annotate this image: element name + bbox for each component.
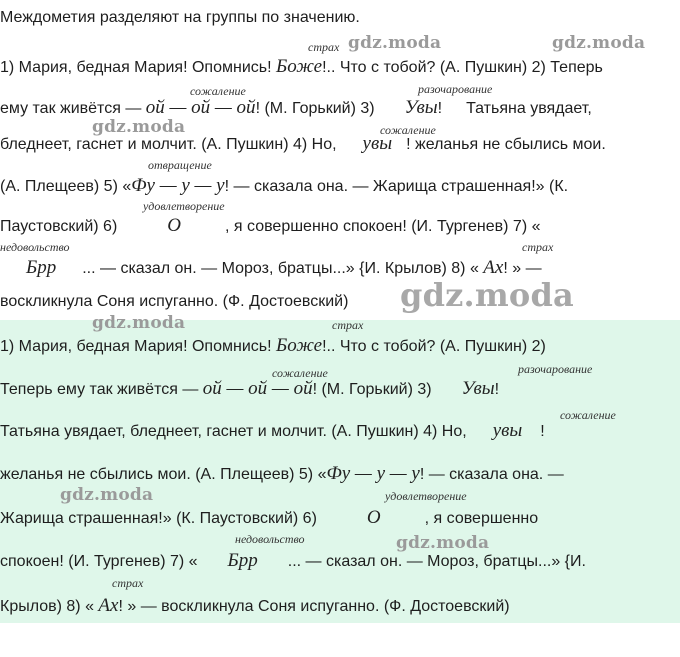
text-line: 1) Мария, бедная Мария! Опомнись! Боже!.. Что с тобой? (А. Пушкин) 2) Теперь bbox=[0, 56, 603, 77]
watermark: gdz.moda bbox=[92, 117, 186, 137]
annotation-pity: сожаление bbox=[560, 408, 616, 422]
text-line: Паустовский) 6) О , я совершенно спокоен! (И. Тургенев) 7) « bbox=[0, 215, 541, 236]
text-line: Крылов) 8) « Ах! » — воскликнула Соня испуганно. (Ф. Достоевский) bbox=[0, 595, 510, 616]
interjection: Увы bbox=[461, 378, 495, 399]
text-line: Жарища страшенная!» (К. Паустовский) 6) О , я совершенно bbox=[0, 507, 539, 528]
text-line: ему так живётся — ой — ой — ой! (М. Горький) 3) Увы! Татьяна увядает, bbox=[0, 97, 592, 118]
annotation-disgust: отвращение bbox=[148, 158, 212, 172]
text-line: Татьяна увядает, бледнеет, гаснет и молчит. (А. Пушкин) 4) Но, увы ! bbox=[0, 420, 545, 441]
annotation-disappointment: разочарование bbox=[418, 82, 493, 96]
task-title: Междометия разделяют на группы по значению. bbox=[0, 9, 360, 26]
annotation-displeasure: недовольство bbox=[0, 240, 70, 254]
text-line: 1) Мария, бедная Мария! Опомнись! Боже!.. Что с тобой? (А. Пушкин) 2) bbox=[0, 335, 546, 356]
interjection: Фу — у — у bbox=[326, 463, 420, 484]
interjection: ой — ой — ой bbox=[145, 97, 256, 118]
interjection: увы bbox=[362, 133, 393, 154]
annotation-satisfaction: удовлетворение bbox=[143, 199, 225, 213]
text-line: (А. Плещеев) 5) «Фу — у — у! — сказала она. — Жарища страшенная!» (К. bbox=[0, 175, 569, 196]
interjection: Ах bbox=[483, 257, 504, 278]
annotation-fear: страх bbox=[522, 240, 554, 254]
text-line: спокоен! (И. Тургенев) 7) « Брр ... — сказал он. — Мороз, братцы...» {И. bbox=[0, 550, 586, 571]
interjection: увы bbox=[492, 420, 523, 441]
interjection: Брр bbox=[227, 550, 258, 571]
annotation-pity: сожаление bbox=[190, 84, 246, 98]
interjection: Боже bbox=[275, 56, 323, 77]
annotation-fear: страх bbox=[308, 40, 340, 54]
interjection: ой — ой — ой bbox=[202, 378, 313, 399]
text-line: Брр ... — сказал он. — Мороз, братцы...» {И. Крылов) 8) « Ах! » — bbox=[26, 257, 542, 278]
watermark: gdz.moda bbox=[348, 33, 442, 53]
interjection: Увы bbox=[404, 97, 438, 118]
watermark: gdz.moda bbox=[92, 313, 186, 333]
interjection: О bbox=[366, 507, 381, 528]
annotation-disappointment: разочарование bbox=[518, 362, 593, 376]
annotation-fear: страх bbox=[112, 576, 144, 590]
text-line: Теперь ему так живётся — ой — ой — ой! (М. Горький) 3) Увы! bbox=[0, 378, 500, 399]
annotation-pity: сожаление bbox=[380, 123, 436, 137]
annotation-displeasure: недовольство bbox=[235, 532, 305, 546]
annotation-pity: сожаление bbox=[272, 366, 328, 380]
interjection: О bbox=[167, 215, 182, 236]
interjection: Ах bbox=[98, 595, 119, 616]
watermark: gdz.moda bbox=[60, 485, 154, 505]
text-line: бледнеет, гаснет и молчит. (А. Пушкин) 4) Но, увы ! желанья не сбылись мои. bbox=[0, 133, 606, 154]
watermark: gdz.moda bbox=[400, 276, 574, 314]
watermark: gdz.moda bbox=[552, 33, 646, 53]
text-line: воскликнула Соня испуганно. (Ф. Достоевский) bbox=[0, 293, 349, 310]
interjection: Боже bbox=[275, 335, 323, 356]
interjection: Брр bbox=[26, 257, 57, 278]
interjection: Фу — у — у bbox=[131, 175, 225, 196]
annotation-fear: страх bbox=[332, 318, 364, 332]
text-line: желанья не сбылись мои. (А. Плещеев) 5) «Фу — у — у! — сказала она. — bbox=[0, 463, 564, 484]
watermark: gdz.moda bbox=[396, 533, 490, 553]
annotation-satisfaction: удовлетворение bbox=[385, 489, 467, 503]
